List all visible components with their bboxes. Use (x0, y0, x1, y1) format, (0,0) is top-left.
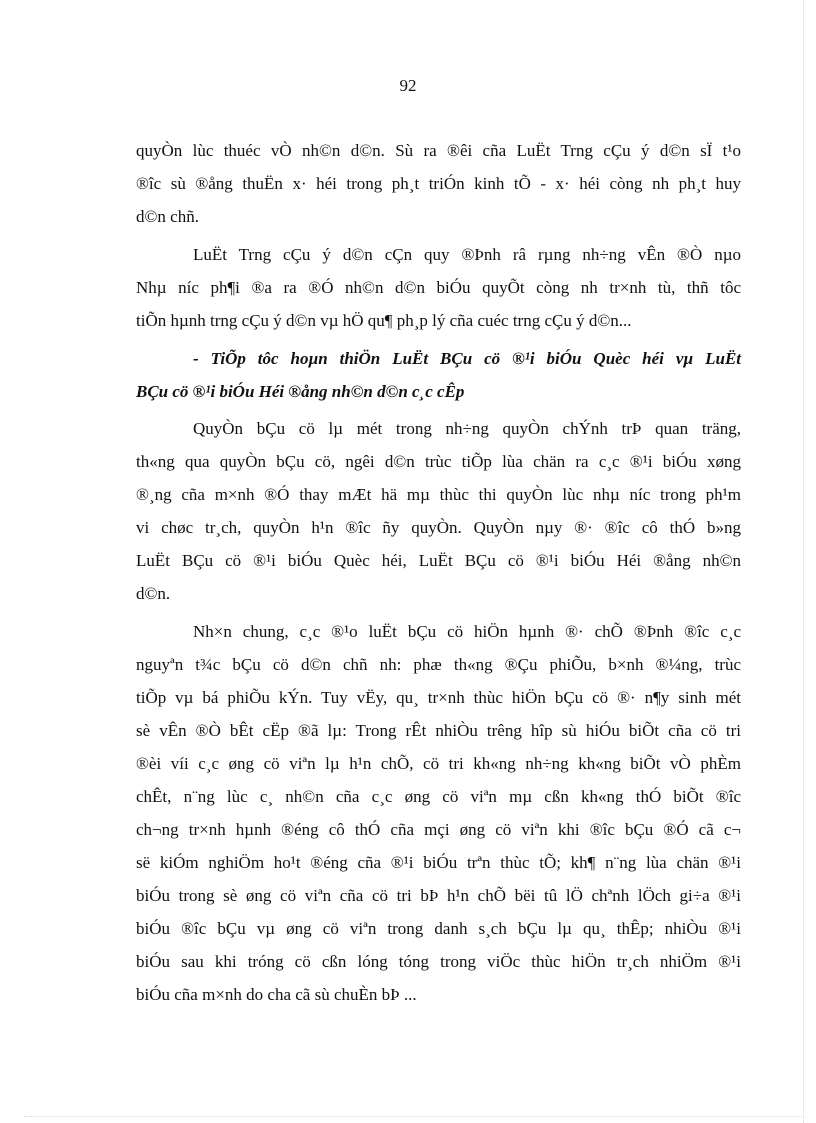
page-edge-bottom (24, 1115, 804, 1117)
paragraph-line: sè vÊn ®Ò bÊt cËp ®ã lµ: Trong rÊt nhiÒu trêng hîp sù hiÓu biÕt cña cö tri (136, 721, 741, 740)
paragraph-line: ®¸ng cña m×nh ®Ó thay mÆt hä mµ thùc thi quyÒn lùc nhµ níc trong ph¹m (136, 485, 741, 504)
paragraph-line: chÊt, n¨ng lùc c¸ nh©n cña c¸c øng cö viªn mµ cßn kh«ng thÓ biÕt ®îc (136, 787, 741, 806)
paragraph-line: QuyÒn bÇu cö lµ mét trong nh÷ng quyÒn chÝnh trÞ quan träng, (193, 419, 741, 438)
paragraph-line: d©n chñ. (136, 207, 199, 226)
paragraph-line: ®èi víi c¸c øng cö viªn lµ h¹n chÕ, cö tri kh«ng nh÷ng kh«ng biÕt vÒ phÈm (136, 754, 741, 773)
paragraph-line: tiÕp vµ bá phiÕu kÝn. Tuy vËy, qu¸ tr×nh thùc hiÖn bÇu cö ®· n¶y sinh mét (136, 688, 741, 707)
paragraph-line: vi chøc tr¸ch, quyÒn h¹n ®îc ñy quyÒn. QuyÒn nµy ®· ®îc cô thÓ b»ng (136, 518, 741, 537)
page-number: 92 (399, 76, 417, 95)
paragraph-line: th«ng qua quyÒn bÇu cö, ngêi d©n trùc tiÕp lùa chän ra c¸c ®¹i biÓu xøng (136, 452, 741, 471)
paragraph-line: së kiÓm nghiÖm ho¹t ®éng cña ®¹i biÓu trªn thùc tÕ; kh¶ n¨ng lùa chän ®¹i (136, 853, 741, 872)
paragraph-line: biÓu cña m×nh do cha cã sù chuÈn bÞ ... (136, 985, 417, 1004)
paragraph-line: ®îc sù ®ång thuËn x· héi trong ph¸t triÓn kinh tÕ - x· héi còng nh ph¸t huy (136, 174, 741, 193)
paragraph-line: Nh×n chung, c¸c ®¹o luËt bÇu cö hiÖn hµnh ®· chÕ ®Þnh ®îc c¸c (193, 622, 741, 641)
paragraph-line: ch¬ng tr×nh hµnh ®éng cô thÓ cña mçi øng cö viªn khi ®îc bÇu ®Ó cã c¬ (136, 820, 741, 839)
paragraph-line: nguyªn t¾c bÇu cö d©n chñ nh: phæ th«ng ®Çu phiÕu, b×nh ®¼ng, trùc (136, 655, 741, 674)
section-heading: - TiÕp tôc hoµn thiÖn LuËt BÇu cö ®¹i biÓu Quèc héi vµ LuËt (193, 349, 741, 368)
paragraph-line: tiÕn hµnh trng cÇu ý d©n vµ hÖ qu¶ ph¸p lý cña cuéc trng cÇu ý d©n... (136, 311, 632, 330)
paragraph-line: LuËt Trng cÇu ý d©n cÇn quy ®Þnh râ rµng nh÷ng vÊn ®Ò nµo (193, 245, 741, 264)
paragraph-line: biÓu sau khi tróng cö cßn lóng tóng trong viÖc thùc hiÖn tr¸ch nhiÖm ®¹i (136, 952, 741, 971)
page-edge-right (802, 0, 804, 1123)
paragraph-line: biÓu trong sè øng cö viªn cña cö tri bÞ h¹n chÕ bëi tû lÖ chªnh lÖch gi÷a ®¹i (136, 886, 741, 905)
paragraph-line: Nhµ níc ph¶i ®a ra ®Ó nh©n d©n biÓu quyÕt còng nh tr×nh tù, thñ tôc (136, 278, 741, 297)
section-heading: BÇu cö ®¹i biÓu Héi ®ång nh©n d©n c¸c cÊp (136, 382, 465, 401)
paragraph-line: LuËt BÇu cö ®¹i biÓu Quèc héi, LuËt BÇu cö ®¹i biÓu Héi ®ång nh©n (136, 551, 741, 570)
paragraph-line: biÓu ®îc bÇu vµ øng cö viªn trong danh s¸ch bÇu lµ qu¸ thÊp; nhiÒu ®¹i (136, 919, 741, 938)
paragraph-line: quyÒn lùc thuéc vÒ nh©n d©n. Sù ra ®êi cña LuËt Trng cÇu ý d©n sÏ t¹o (136, 141, 741, 160)
paragraph-line: d©n. (136, 584, 171, 603)
